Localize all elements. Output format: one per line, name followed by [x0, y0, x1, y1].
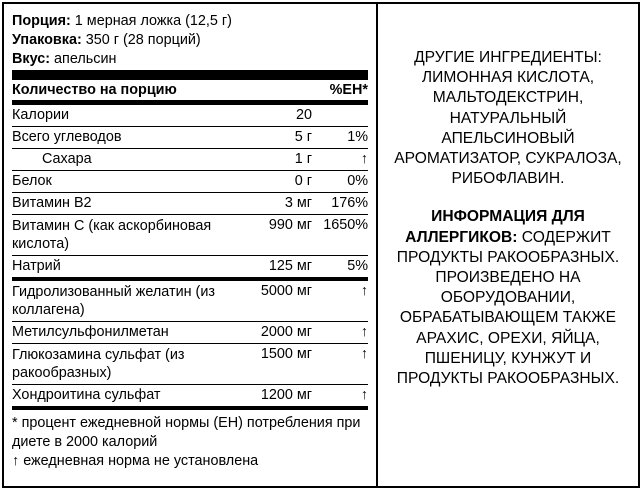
- table-row: Белок 0 г 0%: [12, 171, 368, 193]
- footnotes: [12, 410, 368, 471]
- header-daily-value: %ЕН*: [329, 82, 368, 98]
- ingredients-panel: [376, 2, 640, 488]
- nutrition-facts-panel: [2, 2, 378, 488]
- other-ingredients: ДРУГИЕ ИНГРЕДИЕНТЫ: ЛИМОННАЯ КИСЛОТА, МАЛЬТОДЕКСТРИН, НАТУРАЛЬНЫЙ АПЕЛЬСИНОВЫЙ АРОМАТИЗАТОР, СУКРАЛОЗА, РИБОФЛАВИН.: [394, 49, 622, 188]
- serving-size: Порция: 1 мерная ложка (12,5 г): [12, 13, 232, 29]
- table-row: Натрий 125 мг 5%: [12, 256, 368, 281]
- footnote-not-established: ↑ ежедневная норма не установлена: [12, 453, 259, 469]
- flavor: Вкус: апельсин: [12, 51, 117, 67]
- table-header: [12, 80, 368, 100]
- header-amount-per-serving: Количество на порцию: [12, 82, 177, 98]
- table-row: Сахара 1 г ↑: [12, 149, 368, 171]
- table-row: Глюкозамина сульфат (из ракообразных) 1500 мг ↑: [12, 344, 368, 385]
- table-row: Калории 20: [12, 105, 368, 127]
- thick-divider: [12, 70, 368, 80]
- allergen-info: ИНФОРМАЦИЯ ДЛЯ АЛЛЕРГИКОВ: СОДЕРЖИТ ПРОДУКТЫ РАКООБРАЗНЫХ. ПРОИЗВЕДЕНО НА ОБОРУДОВАНИИ, ОБРАБАТЫВАЮЩЕМ ТАКЖЕ АРАХИС, ОРЕХИ, ЯЙЦА, ПШЕНИЦУ, КУНЖУТ И ПРОДУКТЫ РАКООБРАЗНЫХ.: [396, 208, 620, 388]
- table-row: Гидролизованный желатин (из коллагена) 5000 мг ↑: [12, 281, 368, 322]
- table-row: Всего углеводов 5 г 1%: [12, 127, 368, 149]
- package-size: Упаковка: 350 г (28 порций): [12, 32, 201, 48]
- table-row: Витамин C (как аскорбиновая кислота) 990 мг 1650%: [12, 215, 368, 256]
- footnote-dv: * процент ежедневной нормы (ЕН) потребления при диете в 2000 калорий: [12, 415, 361, 450]
- table-row: Метилсульфонилметан 2000 мг ↑: [12, 322, 368, 344]
- table-row: Витамин B2 3 мг 176%: [12, 193, 368, 215]
- table-row: Хондроитина сульфат 1200 мг ↑: [12, 385, 368, 410]
- serving-info: [12, 12, 368, 69]
